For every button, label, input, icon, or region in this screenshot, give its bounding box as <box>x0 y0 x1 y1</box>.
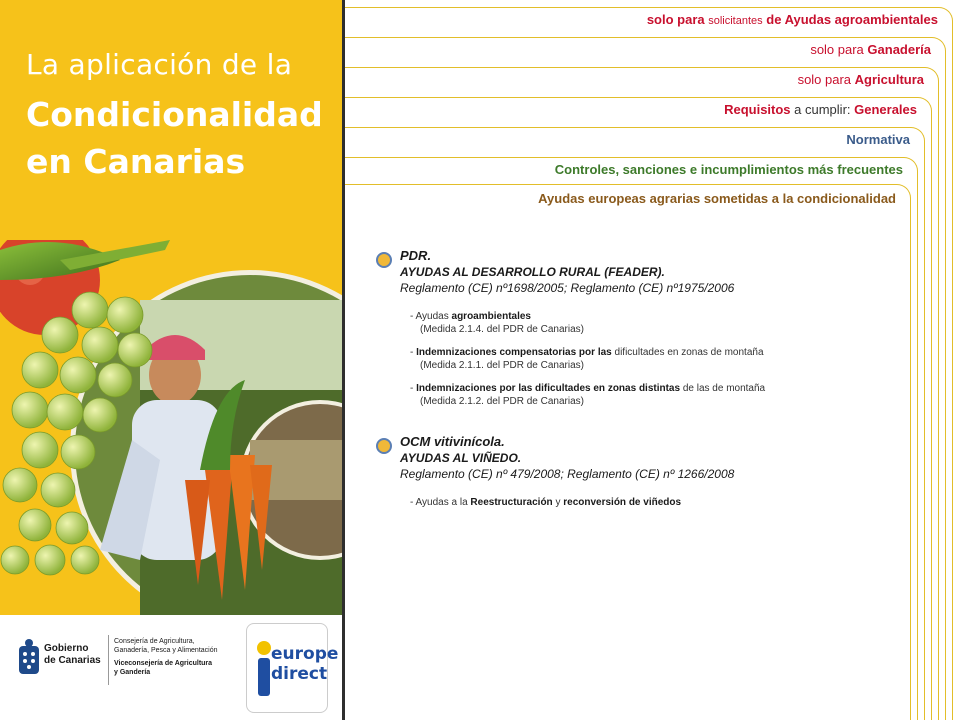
logo-separator <box>108 635 109 685</box>
consejeria-line-1: Consejería de Agricultura, <box>114 638 195 645</box>
vice-line-1: Viceconsejería de Agricultura <box>114 660 213 667</box>
section-subtitle: AYUDAS AL VIÑEDO. <box>400 451 522 465</box>
left-panel <box>0 0 342 720</box>
section-items <box>400 310 896 408</box>
item-measure: (Medida 2.1.2. del PDR de Canarias) <box>420 396 584 407</box>
item-prefix: - Ayudas a la <box>410 497 471 508</box>
item-bold: Indemnizaciones por las dificultades en zonas distintas <box>416 383 681 394</box>
item-measure: (Medida 2.1.1. del PDR de Canarias) <box>420 360 584 371</box>
tab-normativa-label: Normativa <box>846 132 910 147</box>
list-item[interactable] <box>410 496 896 509</box>
content-area <box>376 248 896 519</box>
section-ocm <box>376 434 896 509</box>
list-item[interactable] <box>410 310 896 336</box>
item-measure: (Medida 2.1.4. del PDR de Canarias) <box>420 324 584 335</box>
europe-line-1: europe <box>271 644 339 664</box>
tab-text-mid: de Ayudas <box>762 12 835 27</box>
agriculture-photo-collage <box>0 240 342 615</box>
item-prefix: - <box>410 347 417 358</box>
tab-agroambientales-label <box>647 12 938 27</box>
tab-controles-label: Controles, sanciones e incumplimientos más frecuentes <box>554 162 903 177</box>
tab-text-dark: a cumplir: <box>790 102 855 117</box>
app-title <box>26 48 323 181</box>
section-regulation: Reglamento (CE) nº1698/2005; Reglamento (CE) nº1975/2006 <box>400 281 735 295</box>
europe-direct-logo <box>246 623 339 713</box>
tab-text-pre: solo para <box>797 72 855 87</box>
item-bold: agroambientales <box>451 311 531 322</box>
item-rest: dificultades en zonas de montaña <box>611 347 764 358</box>
gobierno-logo-text <box>44 643 101 667</box>
item-rest: y <box>552 497 564 508</box>
tab-text-em: Generales <box>854 102 917 117</box>
tab-text-pre: solo para <box>646 12 709 27</box>
europe-line-2: direct <box>271 664 328 684</box>
section-title: OCM vitivinícola. <box>400 434 505 449</box>
gobierno-canarias-emblem-icon <box>16 638 42 678</box>
tab-agricultura-label <box>798 72 924 87</box>
title-line-3: en Canarias <box>26 142 246 181</box>
title-line-2: Condicionalidad <box>26 95 323 134</box>
tab-text-pre: Requisitos <box>724 102 791 117</box>
consejeria-line-2: Ganadería, Pesca y Alimentación <box>114 647 218 654</box>
section-title: PDR. <box>400 248 432 263</box>
section-subtitle: AYUDAS AL DESARROLLO RURAL (FEADER). <box>400 265 665 279</box>
tab-ganaderia-label <box>810 42 931 57</box>
item-rest: de las de montaña <box>680 383 766 394</box>
section-items <box>400 496 896 509</box>
item-bold: Indemnizaciones compensatorias por las <box>416 347 612 358</box>
logos-footer <box>0 615 342 720</box>
section-pdr <box>376 248 896 408</box>
section-bullet-icon <box>376 252 392 268</box>
consejeria-logo-text <box>114 637 218 677</box>
vice-line-2: y Gandería <box>114 669 151 676</box>
tab-ayudas-europeas-label: Ayudas europeas agrarias sometidas a la condicionalidad <box>538 191 896 206</box>
gobierno-line-2: de Canarias <box>44 655 101 666</box>
tab-text-em: Agricultura <box>854 72 924 87</box>
tab-text-small: solicitantes <box>708 15 763 27</box>
title-line-1: La aplicación de la <box>26 48 293 81</box>
section-bullet-icon <box>376 438 392 454</box>
section-regulation: Reglamento (CE) nº 479/2008; Reglamento (CE) nº 1266/2008 <box>400 467 735 481</box>
gobierno-line-1: Gobierno <box>44 643 89 654</box>
item-prefix: - Ayudas <box>410 311 452 322</box>
item-bold-2: reconversión de viñedos <box>563 497 682 508</box>
list-item[interactable] <box>410 382 896 408</box>
list-item[interactable] <box>410 346 896 372</box>
tab-text-em: Ganadería <box>867 42 931 57</box>
item-prefix: - <box>410 383 417 394</box>
tab-text-em: agroambientales <box>834 12 938 27</box>
tab-text-pre: solo para <box>810 42 868 57</box>
item-bold: Reestructuración <box>470 497 553 508</box>
tab-requisitos-label <box>724 102 917 117</box>
